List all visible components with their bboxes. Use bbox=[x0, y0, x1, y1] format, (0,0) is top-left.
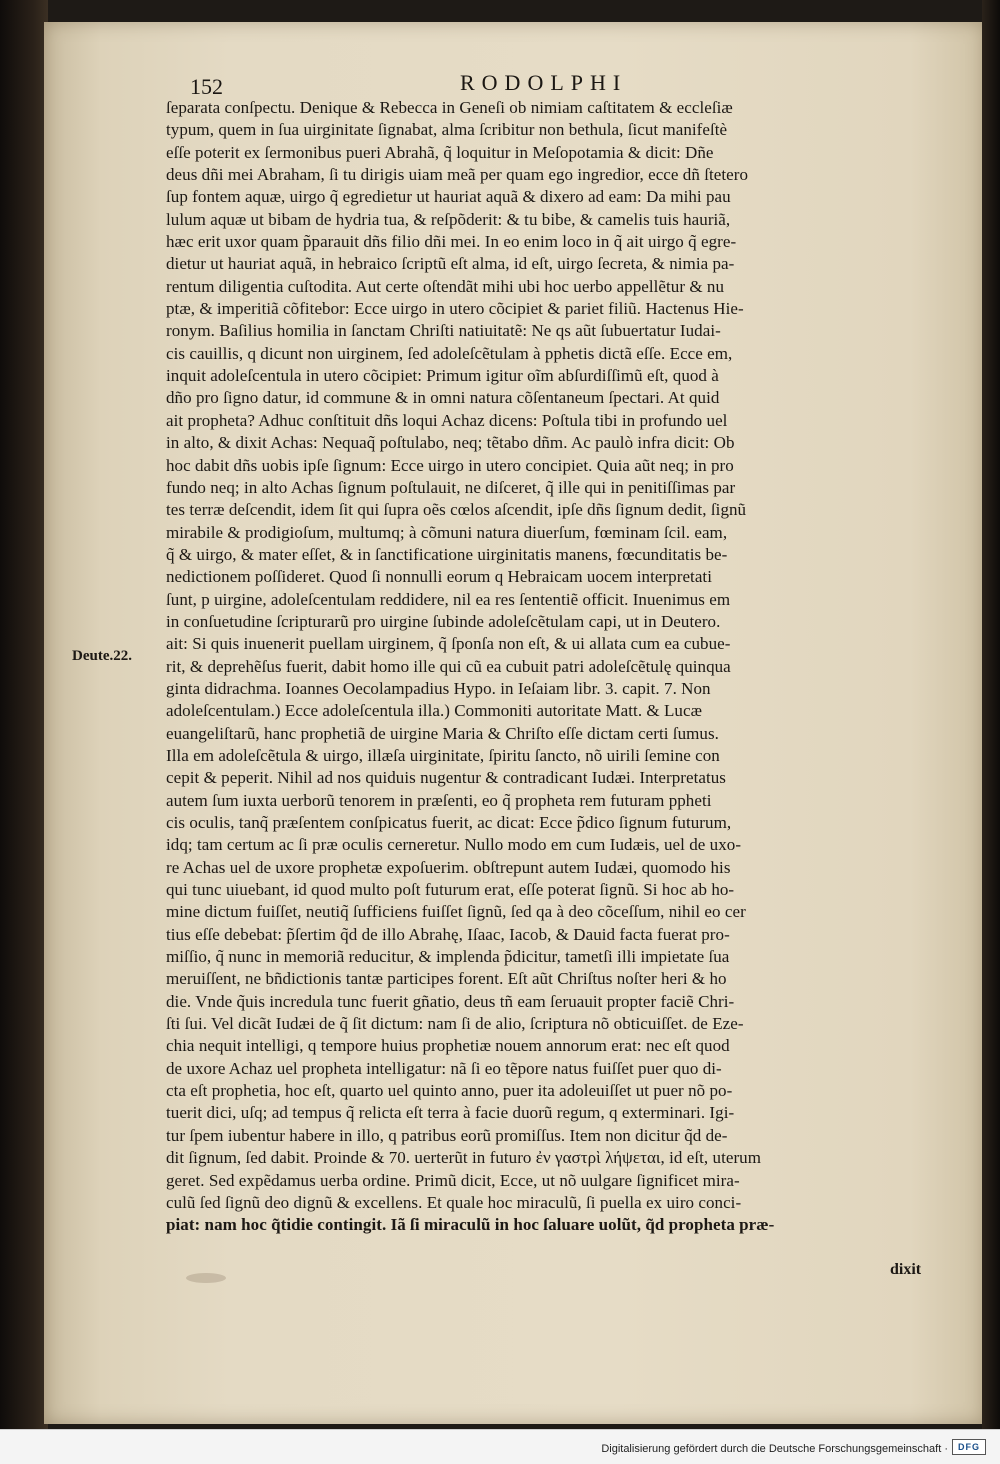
text-line: ginta didrachma. Ioannes Oecolampadius Hypo. in Ieſaiam libr. 3. capit. 7. Non bbox=[166, 678, 711, 698]
text-line: cepit & peperit. Nihil ad nos quiduis nugentur & contradicant Iudæi. Interpretatus bbox=[166, 768, 726, 788]
text-line: rit, & deprehẽſus fuerit, dabit homo ille qui cũ ea cubuit patri adoleſcẽtulę quinqua bbox=[166, 656, 731, 676]
text-line: euangeliſtarũ, hanc prophetiã de uirgine Maria & Chriſto eſſe dictam certi ſumus. bbox=[166, 723, 719, 743]
text-line: in conſuetudine ſcripturarũ pro uirgine ſubinde adoleſcẽtulam capi, ut in Deutero. bbox=[166, 611, 721, 631]
text-line: geret. Sed expẽdamus uerba ordine. Primũ dicit, Ecce, ut nõ uulgare ſignificet mira- bbox=[166, 1170, 740, 1190]
text-line: tes terræ deſcendit, idem ſit qui ſupra oẽs cœlos aſcendit, ipſe dñs ſignum dedit, ſignũ bbox=[166, 500, 747, 520]
text-line: dietur ut hauriat aquã, in hebraico ſcriptũ eſt alma, id eſt, uirgo ſecreta, & nimia pa- bbox=[166, 254, 735, 274]
text-line: rentum diligentia cuſtodita. Aut certe oſtendãt mihi ubi hoc uerbo appellẽtur & nu bbox=[166, 276, 725, 296]
text-line: hoc dabit dñs uobis ipſe ſignum: Ecce uirgo in utero concipiet. Quia aũt neq; in pro bbox=[166, 455, 734, 475]
text-line: lulum aquæ ut bibam de hydria tua, & reſpõderit: & tu bibe, & camelis tuis hauriã, bbox=[166, 209, 731, 229]
text-line: mine dictum fuiſſet, neutiq̃ ſufficiens fuiſſet ſignũ, ſed qa à deo cõceſſum, nihil eo cer bbox=[166, 902, 746, 922]
text-line: ait: Si quis inuenerit puellam uirginem, q̃ ſponſa non eſt, & ui allata cum ea cubue- bbox=[166, 634, 731, 654]
text-line: chia nequit intelligi, q tempore huius prophetiæ nouem annorum erat: nec eſt quod bbox=[166, 1036, 730, 1056]
text-line: q̃ & uirgo, & mater eſſet, & in ſanctificatione uirginitatis manens, fœcunditatis be- bbox=[166, 544, 728, 564]
text-line: cis oculis, tanq̃ præſentem conſpicatus fuerit, ac dicat: Ecce p̃dico ſignum futurum, bbox=[166, 813, 732, 832]
digitization-credit: Digitalisierung gefördert durch die Deutsche Forschungsgemeinschaft · bbox=[601, 1443, 948, 1455]
text-line: ſeparata conſpectu. Denique & Rebecca in Geneſi ob nimiam caſtitatem & eccleſiæ bbox=[166, 98, 733, 117]
body-text bbox=[166, 97, 926, 1237]
ink-smudge bbox=[186, 1273, 226, 1283]
text-line: ſup fontem aquæ, uirgo q̃ egredietur ut hauriat aquã & dixero ad eam: Da mihi pau bbox=[166, 187, 731, 207]
text-line: culũ ſed ſignũ deo dignũ & excellens. Et quale hoc miraculũ, ſi puella ex uiro conci- bbox=[166, 1192, 742, 1212]
text-line: adoleſcentulam.) Ecce adoleſcentula illa.) Commoniti autoritate Matt. & Lucæ bbox=[166, 701, 702, 721]
text-line: cis cauillis, q dicunt non uirginem, ſed adoleſcẽtulam à pphetis dictã eſſe. Ecce em, bbox=[166, 343, 733, 363]
text-line: in alto, & dixit Achas: Nequaq̃ poſtulabo, neq; tẽtabo dñm. Ac paulò infra dicit: Ob bbox=[166, 433, 735, 453]
text-line: de uxore Achaz uel propheta intelligatur: nã ſi eo tẽpore natus fuiſſet puer quo di- bbox=[166, 1058, 722, 1078]
text-line: ſti ſui. Vel dicãt Iudæi de q̃ ſit dictum: nam ſi de alio, ſcriptura nõ obticuiſſet. de Eze- bbox=[166, 1014, 744, 1034]
text-line: autem ſum iuxta uerborũ tenorem in præſenti, eo q̃ propheta rem futuram ppheti bbox=[166, 790, 712, 810]
text-line: ſunt, p uirgine, adoleſcentulam reddidere, nil ea res ſententiẽ officit. Inuenimus em bbox=[166, 589, 731, 609]
text-line: die. Vnde q̃uis incredula tunc fuerit gñatio, deus tñ eam ſeruauit propter faciẽ Chri- bbox=[166, 991, 735, 1011]
text-line: hæc erit uxor quam p̃parauit dñs filio dñi mei. In eo enim loco in q̃ ait uirgo q̃ egre- bbox=[166, 232, 737, 252]
text-line: eſſe poterit ex ſermonibus pueri Abrahã, q̃ loquitur in Meſopotamia & dicit: Dñe bbox=[166, 142, 714, 162]
text-line: ronym. Baſilius homilia in ſanctam Chriſti natiuitatẽ: Ne qs aũt ſubuertatur Iudai- bbox=[166, 321, 721, 341]
text-line: miſſio, q̃ nunc in memoriã reducitur, & implenda p̃dicitur, tametſi illi impietate ſua bbox=[166, 947, 730, 967]
text-line: dit ſignum, ſed dabit. Proinde & 70. uerterũt in futuro ἐν γαστρὶ λήψεται, id eſt, uterum bbox=[166, 1148, 761, 1168]
page-number: 152 bbox=[190, 74, 223, 99]
text-line: meruiſſent, ne bñdictionis tantæ participes forent. Eſt aũt Chriſtus noſter heri & ho bbox=[166, 969, 727, 989]
text-line: tur ſpem iubentur habere in illo, q patribus eorũ promiſſus. Item non dicitur q̃d de- bbox=[166, 1125, 728, 1145]
page-edge-shadow bbox=[982, 0, 1000, 1464]
text-line: idq; tam certum ac ſi præ oculis cerneretur. Nullo modo em cum Iudæis, uel de uxo- bbox=[166, 835, 742, 855]
margin-note: Deute.22. bbox=[72, 648, 132, 664]
text-line: qui tunc uiuebant, id quod multo poſt futurum erat, eſſe poterat ſignũ. Si hoc ab ho- bbox=[166, 880, 735, 900]
text-line: tius eſſe debebat: p̃ſertim q̃d de illo Abrahę, Iſaac, Iacob, & Dauid facta fuerat pro- bbox=[166, 924, 730, 944]
text-line: Illa em adoleſcẽtula & uirgo, illæſa uirginitate, ſpiritu ſancto, nõ uirili ſemine con bbox=[166, 745, 720, 765]
text-line: mirabile & prodigioſum, multumq; à cõmuni natura diuerſum, fœminam ſcil. eam, bbox=[166, 522, 728, 542]
text-line: fundo neq; in alto Achas ſignum poſtulauit, ne diſceret, q̃ ille qui in penitiſſimas par bbox=[166, 477, 736, 497]
text-line: ptæ, & imperitiã cõfitebor: Ecce uirgo in utero cõcipiet & pariet filiũ. Hactenus Hie- bbox=[166, 299, 744, 319]
text-line: deus dñi mei Abraham, ſi tu dirigis uiam meã per quam ego ingredior, ecce dñ ſtetero bbox=[166, 165, 748, 185]
footer-bar bbox=[0, 1429, 1000, 1464]
text-line: nedictionem poſſideret. Quod ſi nonnulli eorum q Hebraicam uocem interpretati bbox=[166, 567, 712, 587]
text-line: inquit adoleſcentula in utero cõcipiet: Primum igitur oĩm abſurdiſſimũ eſt, quod à bbox=[166, 366, 719, 386]
text-line: dño pro ſigno datur, id commune & in omni natura cõſentaneum ſpectari. At quid bbox=[166, 388, 720, 408]
catchword: dixit bbox=[890, 1261, 922, 1278]
running-head: RODOLPHI bbox=[460, 70, 628, 95]
text-line: typum, quem in ſua uirginitate ſignabat, alma ſcribitur non bethula, ſicut manifeſtè bbox=[166, 120, 728, 140]
text-line: cta eſt prophetia, hoc eſt, quarto uel quinto anno, puer ita adoleuiſſet ut puer nõ po- bbox=[166, 1081, 733, 1101]
text-line: tuerit dici, uſq; ad tempus q̃ relicta eſt terra à facie duorũ regum, q exterminari. Igi- bbox=[166, 1103, 735, 1123]
text-line: re Achas uel de uxore prophetæ expoſuerim. obſtrepunt autem Iudæi, quomodo his bbox=[166, 857, 731, 877]
text-line: piat: nam hoc q̃tidie contingit. Iã ſi miraculũ in hoc ſaluare uolũt, q̃d propheta præ- bbox=[166, 1215, 775, 1235]
book-gutter-shadow bbox=[0, 0, 48, 1464]
text-line: ait propheta? Adhuc conſtituit dñs loqui Achaz dicens: Poſtula tibi in profundo uel bbox=[166, 410, 728, 430]
dfg-logo: DFG bbox=[952, 1439, 986, 1455]
